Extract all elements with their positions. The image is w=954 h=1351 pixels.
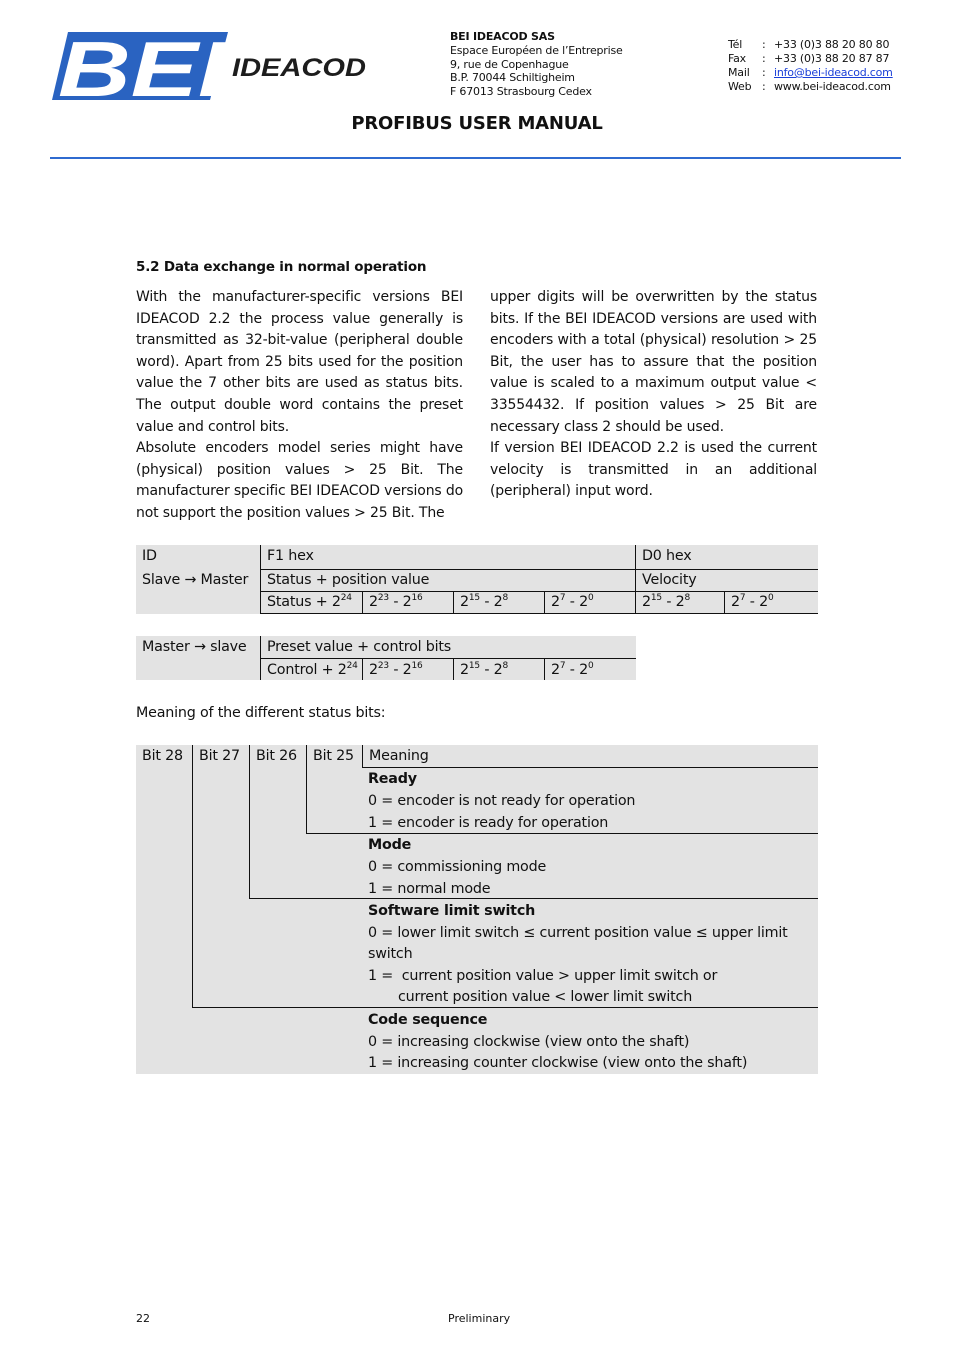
bit26-header: Bit 26 bbox=[256, 748, 297, 764]
code-0: 0 = increasing clockwise (view onto the shaft) bbox=[368, 1034, 690, 1050]
limit-1b: current position value < lower limit switch bbox=[398, 989, 693, 1005]
contact-label: Mail bbox=[728, 66, 750, 79]
limit-0a: 0 = lower limit switch ≤ current position value ≤ upper limit bbox=[368, 925, 788, 941]
address-line: F 67013 Strasbourg Cedex bbox=[450, 85, 592, 99]
paragraph: upper digits will be overwritten by the status bits. If the BEI IDEACOD versions are used with encoders with a total (physical) resolution > 25 Bit, the user has to assure that the position value is scaled to a maximum output value < 33554432. If position values > 25 Bit are necessary class 2 should be used. bbox=[490, 289, 817, 435]
contact-info: Tél : +33 (0)3 88 20 80 80 Fax : +33 (0)3 88 20 87 87 Mail : info@bei-ideacod.com Web : www.bei-ideacod.com bbox=[728, 38, 893, 93]
limit-1a: 1 = current position value > upper limit switch or bbox=[368, 968, 718, 984]
company-name: BEI IDEACOD SAS bbox=[450, 30, 555, 43]
limit-title: Software limit switch bbox=[368, 903, 536, 919]
bit-range-cell: $2^7 - 2^0$ bbox=[551, 661, 594, 678]
bei-ideacod-logo bbox=[52, 28, 372, 104]
f1-header: F1 hex bbox=[267, 548, 314, 564]
bit-range-cell: $2^7 - 2^0$ bbox=[551, 593, 594, 610]
company-address bbox=[450, 30, 623, 99]
bit28-header: Bit 28 bbox=[142, 748, 183, 764]
meaning-header: Meaning bbox=[369, 748, 429, 764]
mode-0: 0 = commissioning mode bbox=[368, 859, 547, 875]
bit-range-cell: Control + $2^{24}$ bbox=[267, 661, 358, 678]
logo-main-text: BEI bbox=[58, 28, 228, 104]
direction-label: Slave → Master bbox=[142, 572, 249, 588]
mode-title: Mode bbox=[368, 837, 412, 853]
paragraph: With the manufacturer-specific versions BEI IDEACOD 2.2 the process value generally is transmitted as 32-bit-value (peripheral double word). Apart from 25 bits used for the position value the 7 other bits are used as status bits. The output double word contains the preset value and control bits. bbox=[136, 289, 463, 435]
contact-value: +33 (0)3 88 20 87 87 bbox=[774, 52, 890, 65]
code-title: Code sequence bbox=[368, 1012, 488, 1028]
section-title: 5.2 Data exchange in normal operation bbox=[136, 259, 427, 275]
bit-range-cell: $2^{23} - 2^{16}$ bbox=[369, 593, 423, 610]
bit-range-cell: Status + $2^{24}$ bbox=[267, 593, 352, 610]
table-master-slave bbox=[136, 636, 636, 680]
document-status: Preliminary bbox=[448, 1312, 511, 1325]
header-divider bbox=[50, 157, 901, 159]
status-bits-intro: Meaning of the different status bits: bbox=[136, 705, 386, 721]
contact-label: Web bbox=[728, 80, 752, 93]
id-header: ID bbox=[142, 548, 157, 564]
logo-sub-text: IDEACOD bbox=[232, 54, 366, 82]
page-title: PROFIBUS USER MANUAL bbox=[351, 113, 603, 134]
direction-label: Master → slave bbox=[142, 639, 247, 655]
page-number: 22 bbox=[136, 1312, 150, 1325]
contact-label: Tél bbox=[728, 38, 743, 51]
limit-0b: switch bbox=[368, 946, 413, 962]
email-link[interactable]: info@bei-ideacod.com bbox=[774, 66, 893, 79]
contact-label: Fax bbox=[728, 52, 746, 65]
bit-range-cell: $2^7 - 2^0$ bbox=[731, 593, 774, 610]
bit27-header: Bit 27 bbox=[199, 748, 240, 764]
velocity-header: Velocity bbox=[642, 572, 697, 588]
address-line: Espace Européen de l’Entreprise bbox=[450, 43, 623, 57]
mode-1: 1 = normal mode bbox=[368, 881, 491, 897]
text-column-right bbox=[490, 287, 817, 503]
paragraph: If version BEI IDEACOD 2.2 is used the current velocity is transmitted in an additional (peripheral) input word. bbox=[490, 440, 817, 500]
ready-1: 1 = encoder is ready for operation bbox=[368, 815, 609, 831]
bit25-header: Bit 25 bbox=[313, 748, 354, 764]
address-line: B.P. 70044 Schiltigheim bbox=[450, 71, 575, 85]
contact-value: www.bei-ideacod.com bbox=[774, 80, 891, 93]
bit-range-cell: $2^{15} - 2^8$ bbox=[460, 661, 509, 678]
status-position-header: Status + position value bbox=[267, 572, 430, 588]
bit-range-cell: $2^{23} - 2^{16}$ bbox=[369, 661, 423, 678]
preset-control-header: Preset value + control bits bbox=[267, 639, 452, 655]
contact-value: +33 (0)3 88 20 80 80 bbox=[774, 38, 890, 51]
paragraph: Absolute encoders model series might have (physical) position values > 25 Bit. The manufacturer specific BEI IDEACOD versions do not support the position values > 25 Bit. The bbox=[136, 440, 464, 521]
d0-header: D0 hex bbox=[642, 548, 692, 564]
address-line: 9, rue de Copenhague bbox=[450, 57, 569, 71]
table-slave-master bbox=[136, 545, 818, 614]
bit-range-cell: $2^{15} - 2^8$ bbox=[460, 593, 509, 610]
code-1: 1 = increasing counter clockwise (view onto the shaft) bbox=[368, 1055, 748, 1071]
ready-0: 0 = encoder is not ready for operation bbox=[368, 793, 636, 809]
text-column-left bbox=[136, 287, 463, 525]
bit-range-cell: $2^{15} - 2^8$ bbox=[642, 593, 691, 610]
ready-title: Ready bbox=[368, 771, 417, 787]
